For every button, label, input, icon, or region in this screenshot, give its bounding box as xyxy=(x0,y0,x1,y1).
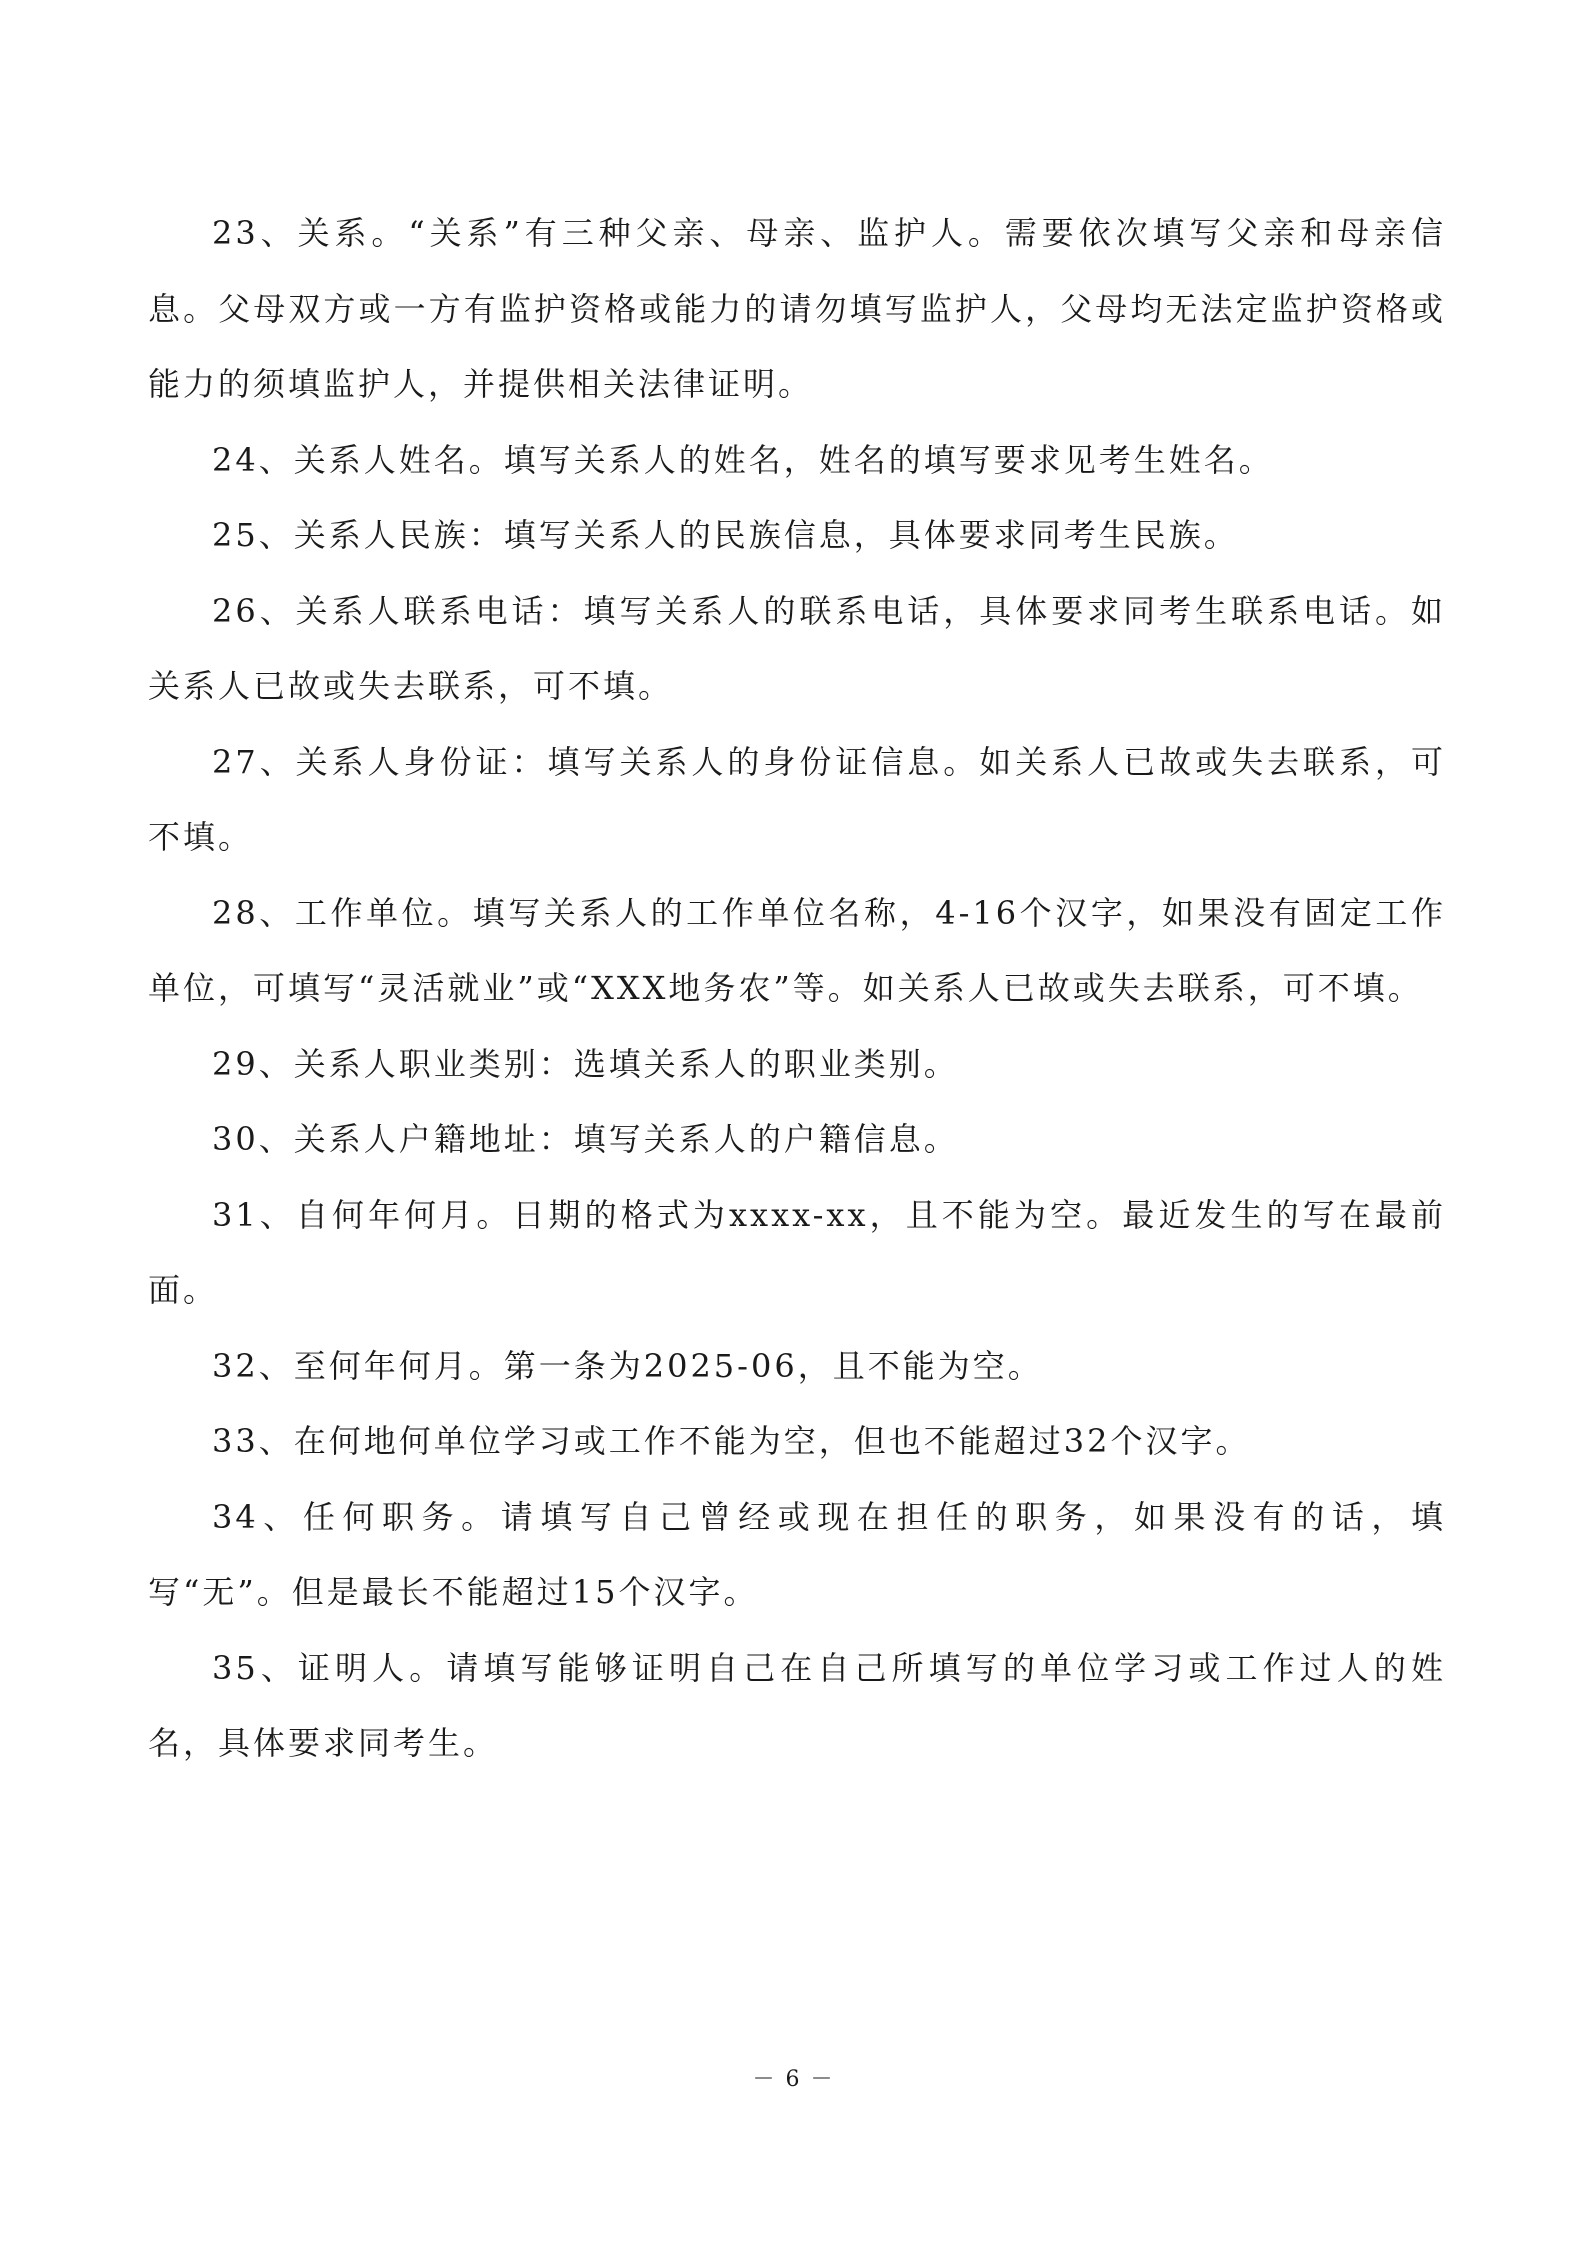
paragraph-29: 29、关系人职业类别：选填关系人的职业类别。 xyxy=(212,1044,959,1083)
paragraph-35: 35、证明人。请填写能够证明自己在自己所填写的单位学习或工作过人的姓名，具体要求同考生。 xyxy=(148,1648,1446,1762)
paragraph-30: 30、关系人户籍地址：填写关系人的户籍信息。 xyxy=(212,1120,959,1158)
paragraph-33: 33、在何地何单位学习或工作不能为空，但也不能超过32个汉字。 xyxy=(212,1422,1251,1460)
document-body xyxy=(148,196,1446,1782)
paragraph-31: 31、自何年何月。日期的格式为xxxx-xx，且不能为空。最近发生的写在最前面。 xyxy=(148,1195,1446,1309)
paragraph-27: 27、关系人身份证：填写关系人的身份证信息。如关系人已故或失去联系，可不填。 xyxy=(148,742,1446,856)
page-number: － 6 － xyxy=(752,2067,835,2092)
paragraph-24: 24、关系人姓名。填写关系人的姓名，姓名的填写要求见考生姓名。 xyxy=(212,440,1274,479)
paragraph-26: 26、关系人联系电话：填写关系人的联系电话，具体要求同考生联系电话。如关系人已故或失去联系，可不填。 xyxy=(148,591,1446,705)
paragraph-32: 32、至何年何月。第一条为2025-06，且不能为空。 xyxy=(212,1346,1043,1385)
paragraph-34: 34、任何职务。请填写自己曾经或现在担任的职务，如果没有的话，填写“无”。但是最长不能超过15个汉字。 xyxy=(148,1497,1446,1611)
paragraph-28: 28、工作单位。填写关系人的工作单位名称，4-16个汉字，如果没有固定工作单位，可填写“灵活就业”或“XXX地务农”等。如关系人已故或失去联系，可不填。 xyxy=(148,893,1446,1007)
paragraph-23: 23、关系。“关系”有三种父亲、母亲、监护人。需要依次填写父亲和母亲信息。父母双方或一方有监护资格或能力的请勿填写监护人，父母均无法定监护资格或能力的须填监护人，并提供相关法律证明。 xyxy=(148,214,1446,403)
paragraph-25: 25、关系人民族：填写关系人的民族信息，具体要求同考生民族。 xyxy=(212,516,1239,554)
